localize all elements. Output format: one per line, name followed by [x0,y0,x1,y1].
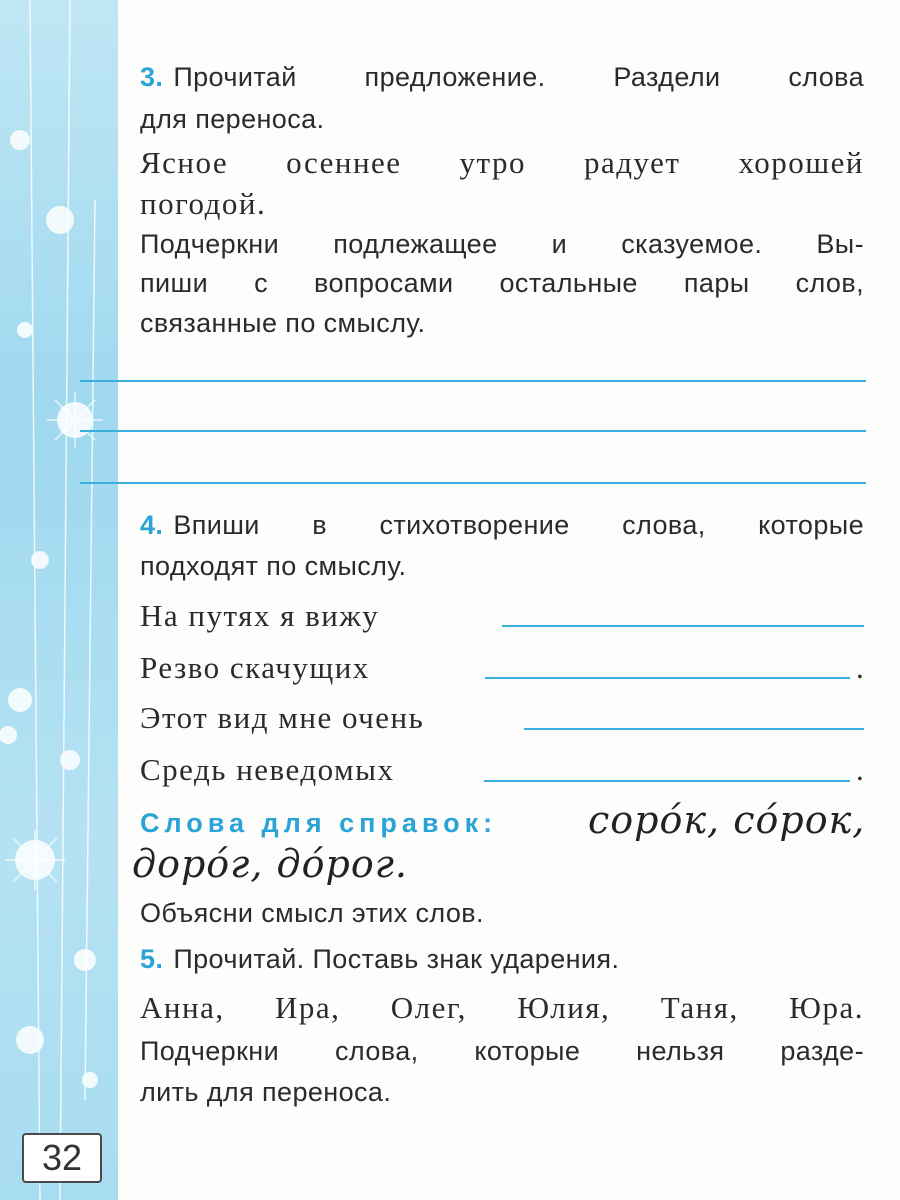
task5-names: Анна, Ира, Олег, Юлия, Таня, Юра. [140,990,864,1025]
poem-blank-2[interactable] [485,677,850,679]
task3-instruction [140,62,864,93]
poem-blank-4[interactable] [484,780,850,782]
poem-blank-3[interactable] [524,728,864,730]
poem-line-3: Этот вид мне очень [140,700,425,735]
task3-instruction2-line2: пиши с вопросами остальные пары слов, [140,268,864,298]
reference-label: Слова для справок: [140,808,498,838]
reference-words-line2: дорóг, дóрог. [132,842,408,886]
answer-line-1[interactable] [80,380,866,382]
poem-period-4: . [856,752,864,787]
task3-instruction-line2: для переноса. [140,104,325,134]
task5-number: 5. [140,944,164,974]
floral-pattern-icon [0,0,118,1200]
poem-line-2: Резво скачущих [140,650,370,685]
reference-words-line1: сорóк, сóрок, [588,798,866,842]
task3-instruction-line1: Прочитай предложение. Раздели слова [173,62,864,92]
task3-number: 3. [140,62,164,92]
task4-instruction-line2: подходят по смыслу. [140,551,407,581]
task3-sentence-line2: погодой. [140,186,267,221]
task4-instruction [140,510,864,541]
poem-period-2: . [856,650,864,685]
answer-line-3[interactable] [80,482,866,484]
task4-explain: Объясни смысл этих слов. [140,898,484,928]
task5-instruction-text: Прочитай. Поставь знак ударения. [173,944,620,974]
page-number: 32 [22,1133,102,1183]
task4-number: 4. [140,510,164,540]
task3-instruction2-line1: Подчеркни подлежащее и сказуемое. Вы- [140,229,864,259]
poem-line-4: Средь неведомых [140,752,395,787]
task5-instruction2-line2: лить для переноса. [140,1077,392,1107]
task3-instruction2-line3: связанные по смыслу. [140,308,426,338]
poem-blank-1[interactable] [502,625,864,627]
task5-instruction2-line1: Подчеркни слова, которые нельзя разде- [140,1036,864,1066]
poem-line-1: На путях я вижу [140,598,380,633]
task4-instruction-line1: Впиши в стихотворение слова, которые [173,510,864,540]
task3-sentence-line1: Ясное осеннее утро радует хорошей [140,145,864,180]
task5-instruction [140,944,619,975]
answer-line-2[interactable] [80,430,866,432]
decorative-side-strip [0,0,118,1200]
